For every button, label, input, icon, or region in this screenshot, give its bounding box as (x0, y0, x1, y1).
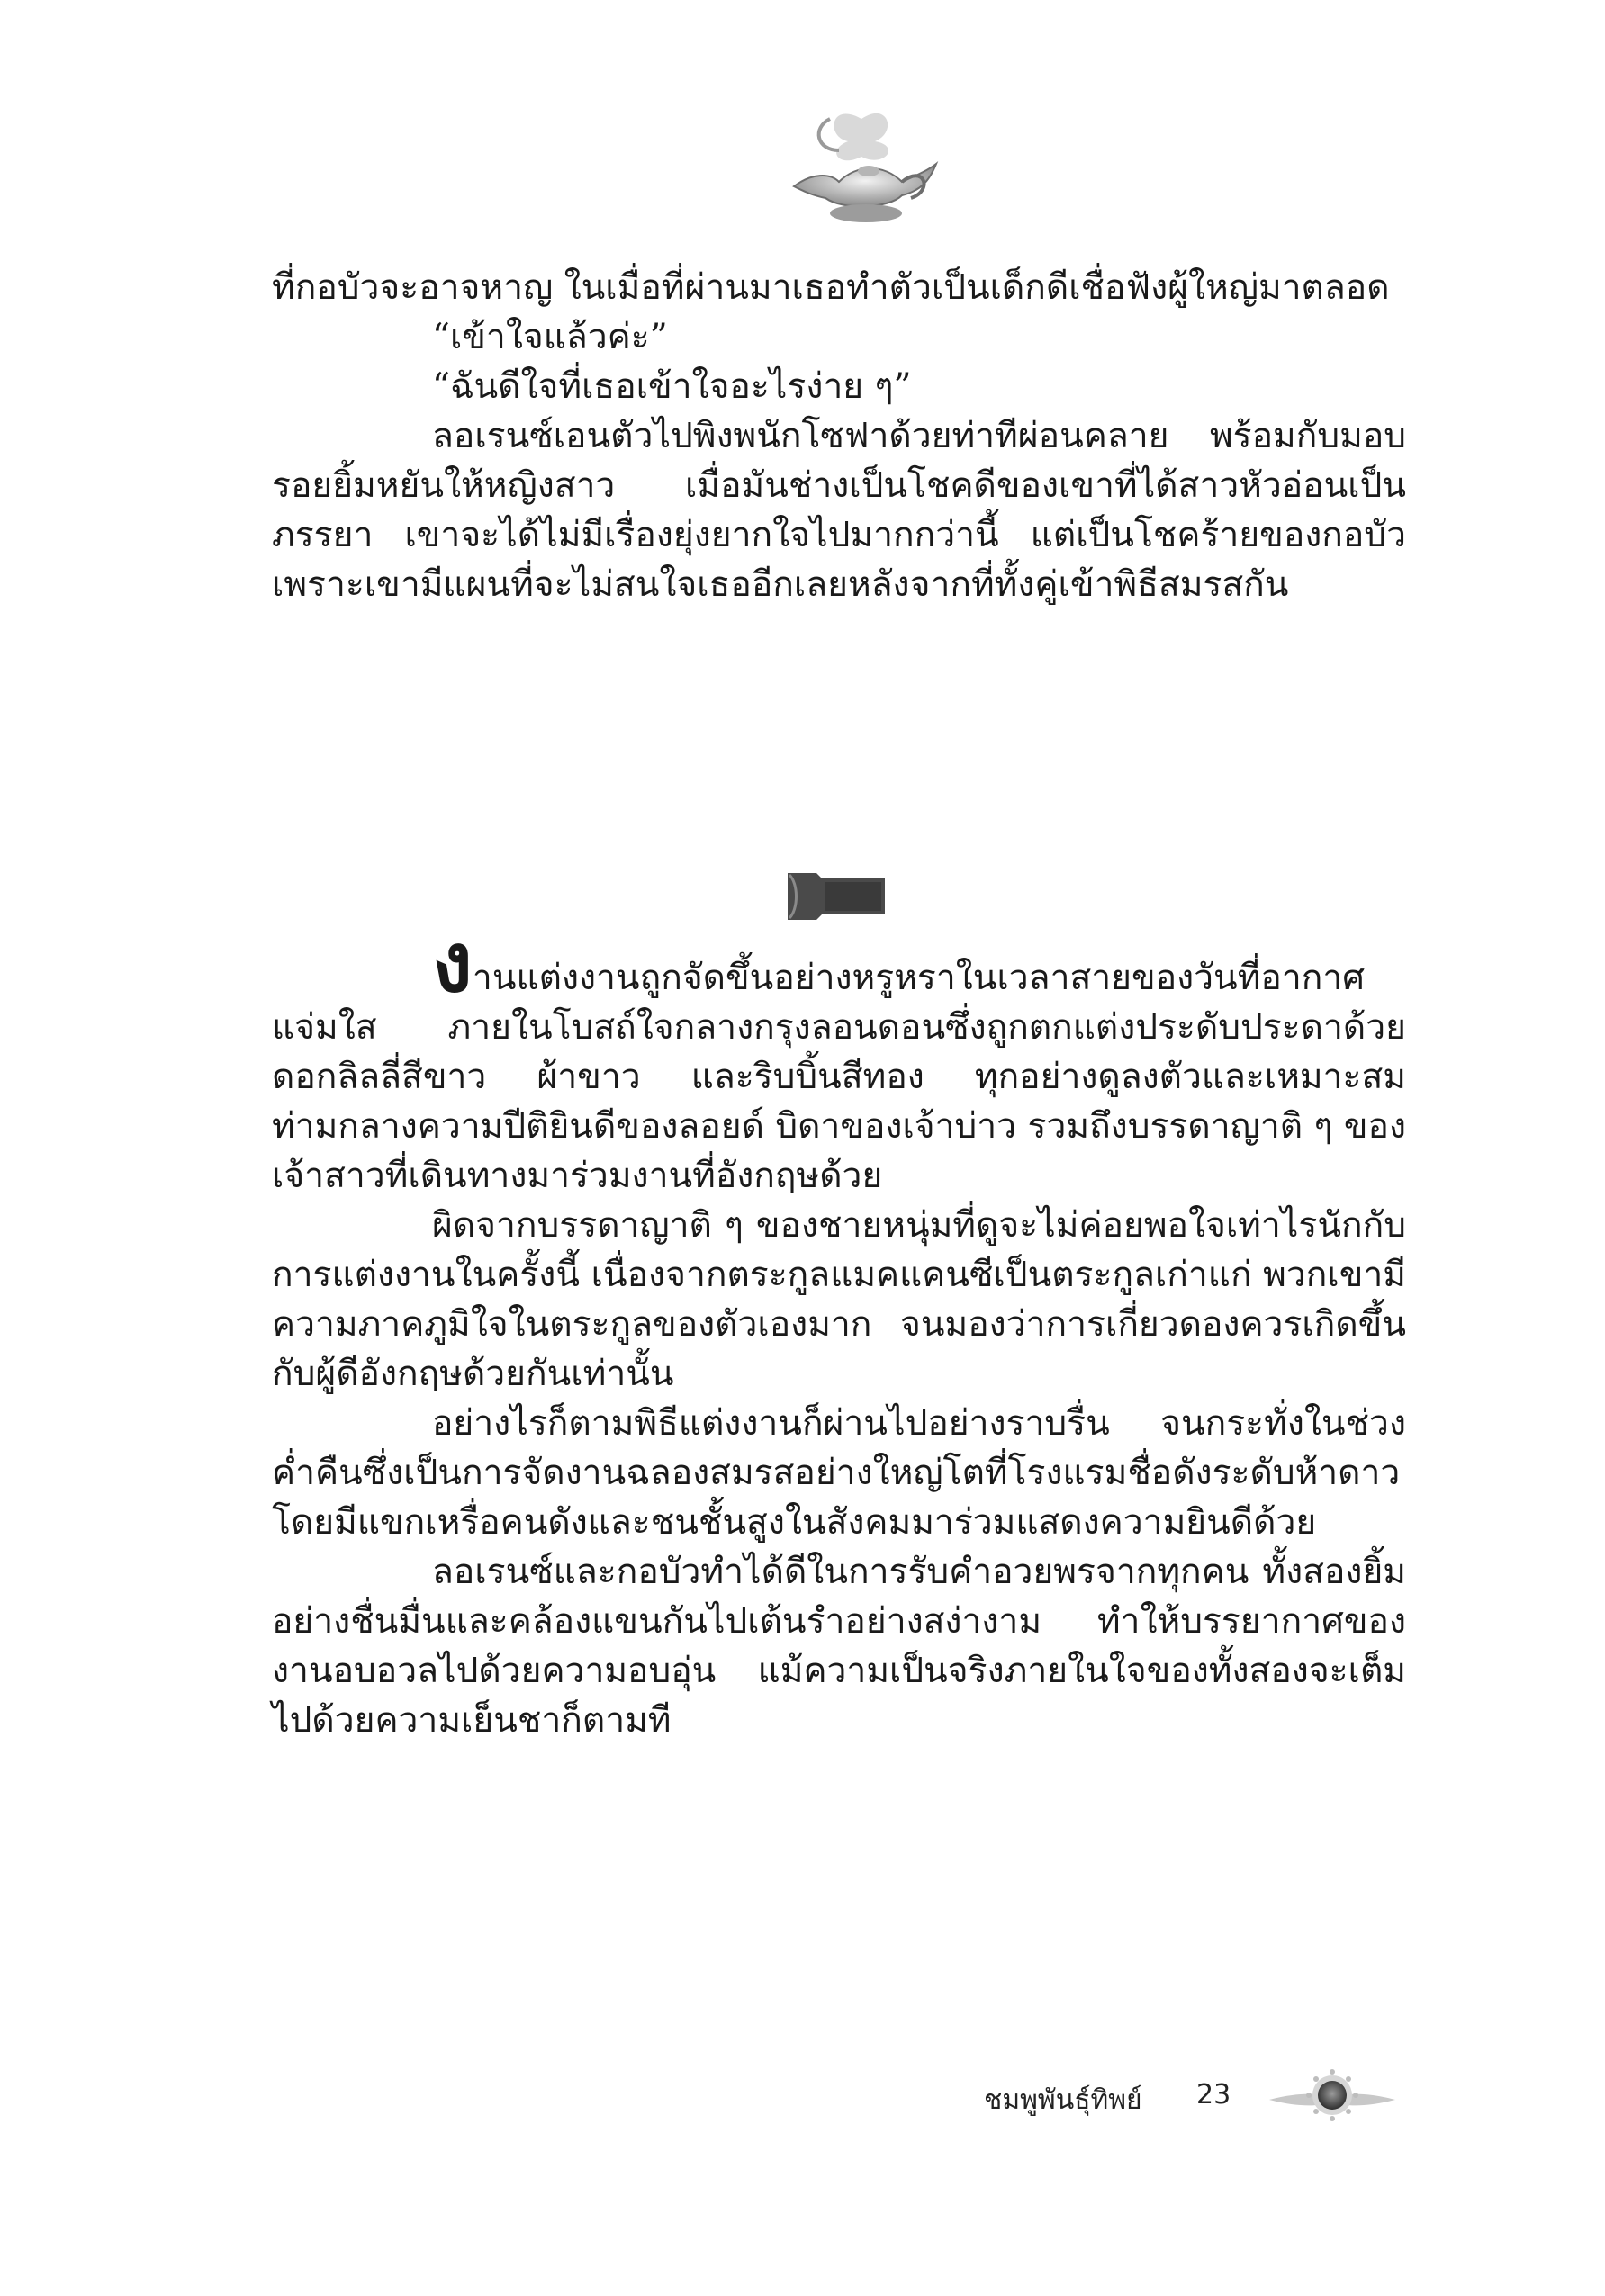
dialogue-line: “ฉันดีใจที่เธอเข้าใจอะไรง่าย ๆ” (432, 366, 912, 407)
paragraph-continuation: ที่กอบัวจะอาจหาญ ในเมื่อที่ผ่านมาเธอทำตัวเป็นเด็กดีเชื่อฟังผู้ใหญ่มาตลอด (272, 267, 1390, 308)
paragraph: ลอเรนซ์เอนตัวไปพิงพนักโซฟาด้วยท่าทีผ่อนคลาย พร้อมกับมอบรอยยิ้มหยันให้หญิงสาว เมื่อมันช่างเป็นโชคดีของเขาที่ได้สาวหัวอ่อนเป็นภรรยา เขาจะได้ไม่มีเรื่องยุ่งยากใจไปมากกว่านี้ แต่เป็นโชคร้ายของกอบัว เพราะเขามีแผนที่จะไม่สนใจเธออีกเลยหลังจากที่ทั้งคู่เข้าพิธีสมรสกัน (272, 416, 1406, 605)
section-separator-icon (780, 866, 893, 927)
section-1-text (272, 263, 1406, 609)
section-2-text (272, 914, 1406, 1745)
ring-icon (1265, 2059, 1400, 2131)
paragraph: ผิดจากบรรดาญาติ ๆ ของชายหนุ่มที่ดูจะไม่ค่อยพอใจเท่าไรนักกับการแต่งงานในครั้งนี้ เนื่องจากตระกูลแมคแคนซีเป็นตระกูลเก่าแก่ พวกเขามีความภาคภูมิใจในตระกูลของตัวเองมาก จนมองว่าการเกี่ยวดองควรเกิดขึ้นกับผู้ดีอังกฤษด้วยกันเท่านั้น (272, 1205, 1406, 1394)
dialogue-line: “เข้าใจแล้วค่ะ” (432, 317, 668, 357)
dropcap-letter: ง (432, 914, 473, 1011)
book-title: ชมพูพันธุ์ทิพย์ (984, 2084, 1142, 2116)
paragraph-text: านแต่งงานถูกจัดขึ้นอย่างหรูหราในเวลาสายของวันที่อากาศแจ่มใส ภายในโบสถ์ใจกลางกรุงลอนดอนซึ่งถูกตกแต่งประดับประดาด้วยดอกลิลลี่สีขาว ผ้าขาว และริบบิ้นสีทอง ทุกอย่างดูลงตัวและเหมาะสมท่ามกลางความปีติยินดีของลอยด์ บิดาของเจ้าบ่าว รวมถึงบรรดาญาติ ๆ ของเจ้าสาวที่เดินทางมาร่วมงานที่อังกฤษด้วย (272, 958, 1406, 1196)
page-number: 23 (1196, 2079, 1231, 2111)
paragraph: อย่างไรก็ตามพิธีแต่งงานก็ผ่านไปอย่างราบรื่น จนกระทั่งในช่วงค่ำคืนซึ่งเป็นการจัดงานฉลองสมรสอย่างใหญ่โตที่โรงแรมชื่อดังระดับห้าดาว โดยมีแขกเหรื่อคนดังและชนชั้นสูงในสังคมมาร่วมแสดงความยินดีด้วย (272, 1403, 1406, 1543)
paragraph: ลอเรนซ์และกอบัวทำได้ดีในการรับคำอวยพรจากทุกคน ทั้งสองยิ้มอย่างชื่นมื่นและคล้องแขนกันไปเต้นรำอย่างสง่างาม ทำให้บรรยากาศของงานอบอวลไปด้วยความอบอุ่น แม้ความเป็นจริงภายในใจของทั้งสองจะเต็มไปด้วยความเย็นชาก็ตามที (272, 1552, 1406, 1741)
genie-lamp-icon (776, 101, 947, 236)
paragraph-with-dropcap (272, 914, 1406, 1201)
